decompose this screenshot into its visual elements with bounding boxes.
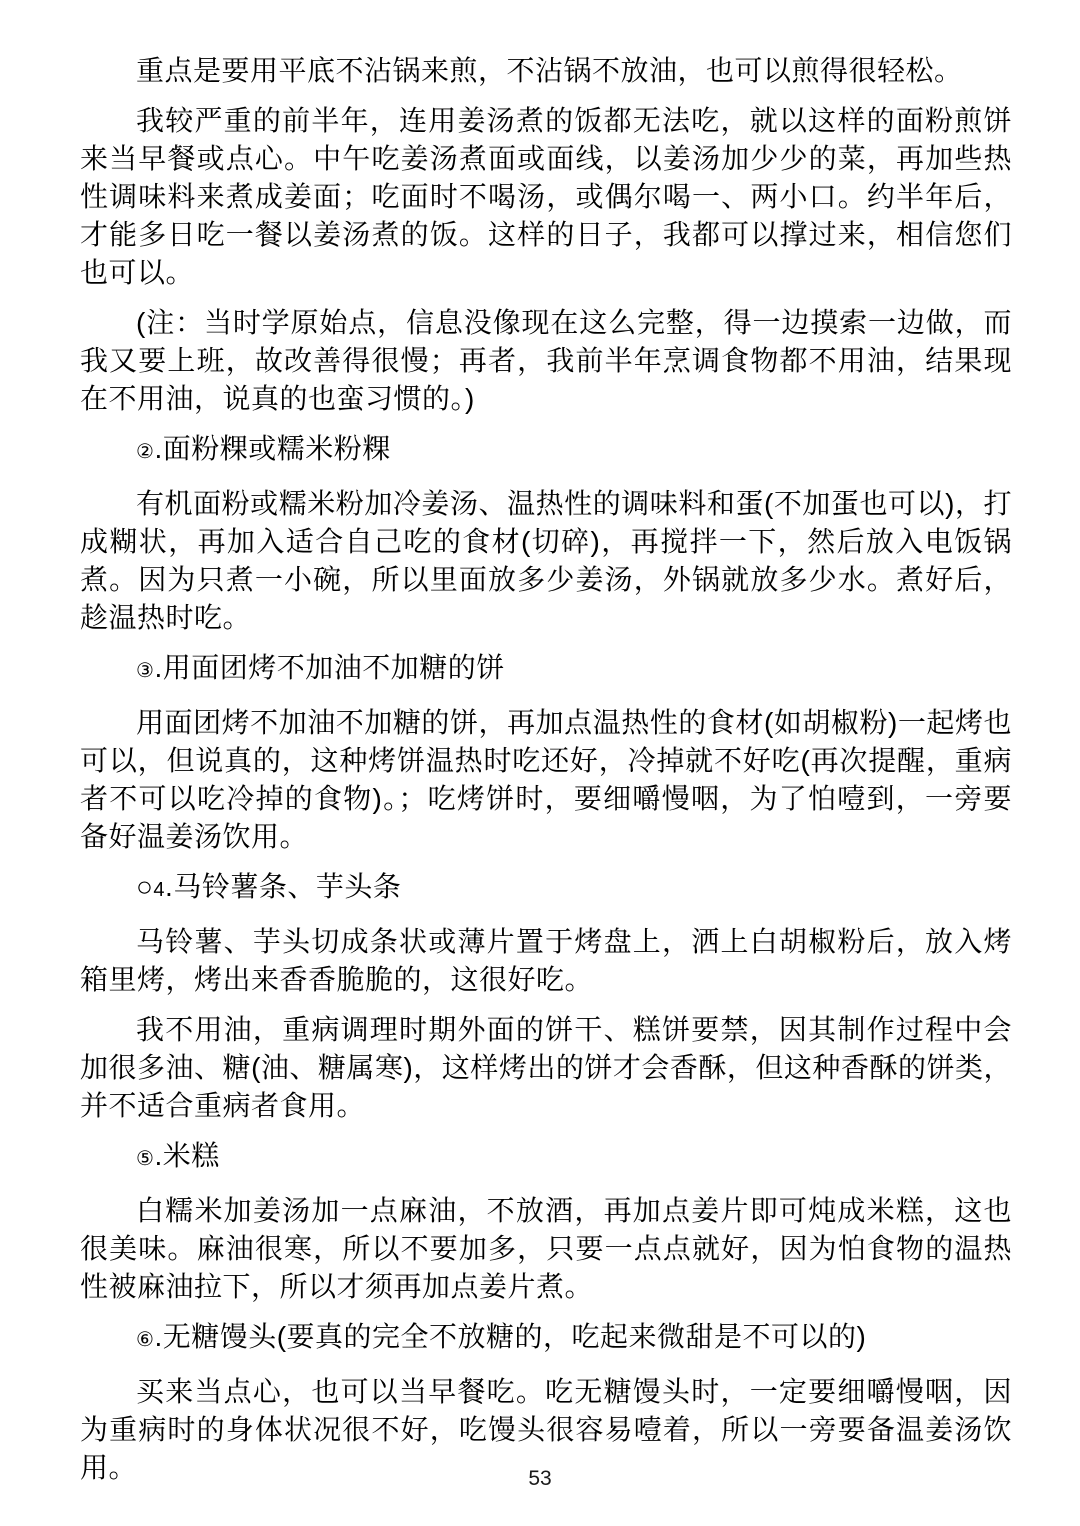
section-number: ⑤ (136, 1148, 155, 1170)
section-number: ③ (136, 660, 155, 682)
section-heading-2 (80, 430, 1012, 471)
section-title: .面粉粿或糯米粉粿 (154, 433, 391, 464)
document-body (80, 52, 1012, 1499)
section-number-big: ○ (136, 871, 154, 902)
paragraph: 白糯米加姜汤加一点麻油，不放酒，再加点姜片即可炖成米糕，这也很美味。麻油很寒，所以不要加多，只要一点点就好，因为怕食物的温热性被麻油拉下，所以才须再加点姜片煮。 (80, 1195, 1012, 1302)
paragraph: 买来当点心，也可以当早餐吃。吃无糖馒头时，一定要细嚼慢咽，因为重病时的身体状况很不好，吃馒头很容易噎着，所以一旁要备温姜汤饮用。 (80, 1376, 1012, 1483)
section-heading-4 (80, 868, 1012, 909)
section-title: .米糕 (154, 1140, 220, 1171)
section-heading-6 (80, 1318, 1012, 1359)
section-heading-3 (80, 649, 1012, 690)
section-title: .用面团烤不加油不加糖的饼 (154, 652, 505, 683)
paragraph: 用面团烤不加油不加糖的饼，再加点温热性的食材(如胡椒粉)一起烤也可以，但说真的，这种烤饼温热时吃还好，冷掉就不好吃(再次提醒，重病者不可以吃冷掉的食物)。；吃烤饼时，要细嚼慢咽，为了怕噎到，一旁要备好温姜汤饮用。 (80, 707, 1012, 852)
section-title: .马铃薯条、芋头条 (165, 871, 402, 902)
note-paragraph: (注：当时学原始点，信息没像现在这么完整，得一边摸索一边做，而我又要上班，故改善得很慢；再者，我前半年烹调食物都不用油，结果现在不用油，说真的也蛮习惯的。) (80, 307, 1012, 414)
section-heading-5 (80, 1137, 1012, 1178)
section-number: 4 (153, 879, 166, 901)
paragraph: 有机面粉或糯米粉加冷姜汤、温热性的调味料和蛋(不加蛋也可以)，打成糊状，再加入适合自己吃的食材(切碎)，再搅拌一下，然后放入电饭锅煮。因为只煮一小碗，所以里面放多少姜汤，外锅就放多少水。煮好后，趁温热时吃。 (80, 488, 1012, 633)
paragraph: 重点是要用平底不沾锅来煎，不沾锅不放油，也可以煎得很轻松。 (136, 55, 963, 86)
paragraph: 我不用油，重病调理时期外面的饼干、糕饼要禁，因其制作过程中会加很多油、糖(油、糖属寒)，这样烤出的饼才会香酥，但这种香酥的饼类，并不适合重病者食用。 (80, 1014, 1012, 1121)
paragraph: 我较严重的前半年，连用姜汤煮的饭都无法吃，就以这样的面粉煎饼来当早餐或点心。中午吃姜汤煮面或面线，以姜汤加少少的菜，再加些热性调味料来煮成姜面；吃面时不喝汤，或偶尔喝一、两小口。约半年后，才能多日吃一餐以姜汤煮的饭。这样的日子，我都可以撑过来，相信您们也可以。 (80, 105, 1012, 288)
section-title: .无糖馒头(要真的完全不放糖的，吃起来微甜是不可以的) (154, 1321, 867, 1352)
section-number: ② (136, 441, 155, 463)
section-number: ⑥ (136, 1329, 155, 1351)
page-number: 53 (528, 1467, 552, 1490)
paragraph: 马铃薯、芋头切成条状或薄片置于烤盘上，洒上白胡椒粉后，放入烤箱里烤，烤出来香香脆脆的，这很好吃。 (80, 926, 1012, 995)
